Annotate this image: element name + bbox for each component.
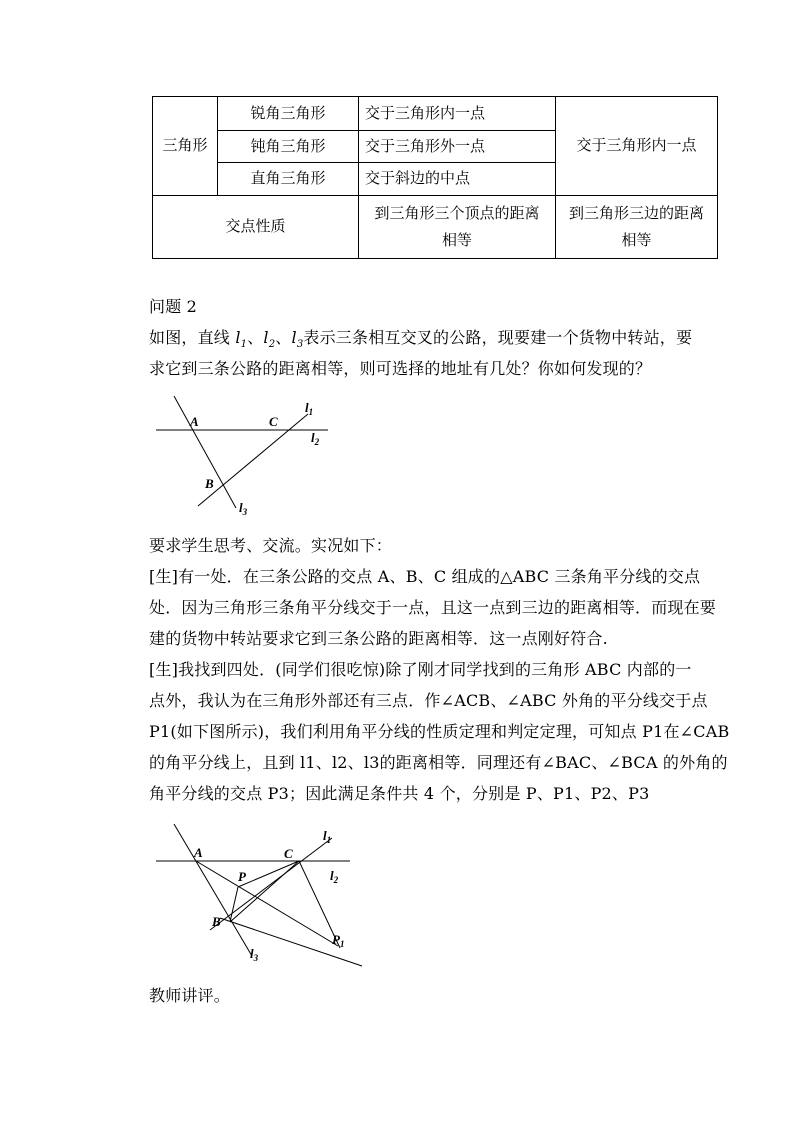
label-P1: $P_1$ (332, 932, 345, 949)
p2-line2: 点外，我认为在三角形外部还有三点．作∠ACB、∠ABC 外角的平分线交于点 (149, 691, 708, 710)
label-B: B (212, 914, 221, 929)
var-l3: $l_3$ (291, 328, 304, 351)
line-l3 (174, 396, 236, 508)
label-C: C (284, 846, 293, 861)
triangle-group-label: 三角形 (153, 97, 218, 196)
p1-line1: [生]有一处．在三条公路的交点 A、B、C 组成的△ABC 三条角平分线的交点 (149, 567, 701, 586)
property-label: 交点性质 (153, 195, 359, 258)
p1-line3: 建的货物中转站要求它到三条公路的距离相等．这一点刚好符合. (149, 629, 608, 648)
label-C: C (269, 414, 278, 429)
p2-line1: [生]我找到四处．(同学们很吃惊)除了刚才同学找到的三角形 ABC 内部的一 (149, 660, 692, 679)
line-l3 (174, 824, 252, 956)
line-l1 (198, 414, 308, 506)
label-l3: $l_3$ (250, 946, 259, 963)
row-perp: 交于三角形外一点 (359, 131, 556, 163)
p2-line3: P1(如下图所示)，我们利用角平分线的性质定理和判定定理，可知点 P1在∠CAB (149, 722, 730, 741)
property-perp-line1: 到三角形三个顶点的距离 (374, 203, 540, 222)
var-l1: $l_1$ (235, 328, 248, 351)
segment-B-P (230, 887, 238, 922)
label-l2: $l_2$ (311, 430, 320, 447)
label-A: A (194, 845, 203, 860)
label-B: B (205, 476, 214, 491)
figure-2 (150, 818, 370, 973)
row-perp: 交于斜边的中点 (359, 163, 556, 195)
q-text-a: 如图，直线 (149, 328, 231, 347)
property-perp-line2: 相等 (441, 230, 472, 249)
label-l1: $l_1$ (323, 828, 332, 845)
question-title: 问题 2 (149, 297, 198, 316)
segment-A-P1 (196, 861, 338, 946)
property-bisector (556, 195, 718, 258)
q-sep2: 、 (275, 328, 292, 347)
q-sep1: 、 (247, 328, 264, 347)
row-type: 直角三角形 (218, 163, 359, 195)
row-perp: 交于三角形内一点 (359, 97, 556, 131)
figure-1 (150, 390, 340, 520)
q-text-b: 表示三条相互交叉的公路，现要建一个货物中转站，要 (303, 328, 693, 347)
p2-line5: 角平分线的交点 P3；因此满足条件共 4 个，分别是 P、P1、P2、P3 (149, 784, 650, 803)
label-l1: $l_1$ (305, 400, 314, 417)
label-A: A (190, 414, 199, 429)
p1-line2: 处．因为三角形三条角平分线交于一点，且这一点到三边的距离相等．而现在要 (149, 598, 717, 617)
var-l2: $l_2$ (263, 328, 276, 351)
property-bis-line2: 相等 (621, 230, 652, 249)
property-perp (359, 195, 556, 258)
row-type: 钝角三角形 (218, 131, 359, 163)
label-l3: $l_3$ (239, 500, 248, 517)
summary-table (152, 96, 718, 259)
bisector-merged-cell: 交于三角形内一点 (556, 97, 718, 196)
question-line2: 求它到三条公路的距离相等，则可选择的地址有几处？你如何发现的？ (149, 359, 652, 378)
label-l2: $l_2$ (330, 868, 339, 885)
label-P: P (238, 869, 246, 884)
closing-text: 教师讲评。 (149, 986, 231, 1005)
segment-C-P (238, 861, 299, 887)
discussion-intro: 要求学生思考、交流。实况如下： (149, 536, 393, 555)
row-type: 锐角三角形 (218, 97, 359, 131)
property-bis-line1: 到三角形三边的距离 (568, 203, 704, 222)
p2-line4: 的角平分线上，且到 l1、l2、l3的距离相等．同理还有∠BAC、∠BCA 的外角的 (149, 753, 728, 772)
